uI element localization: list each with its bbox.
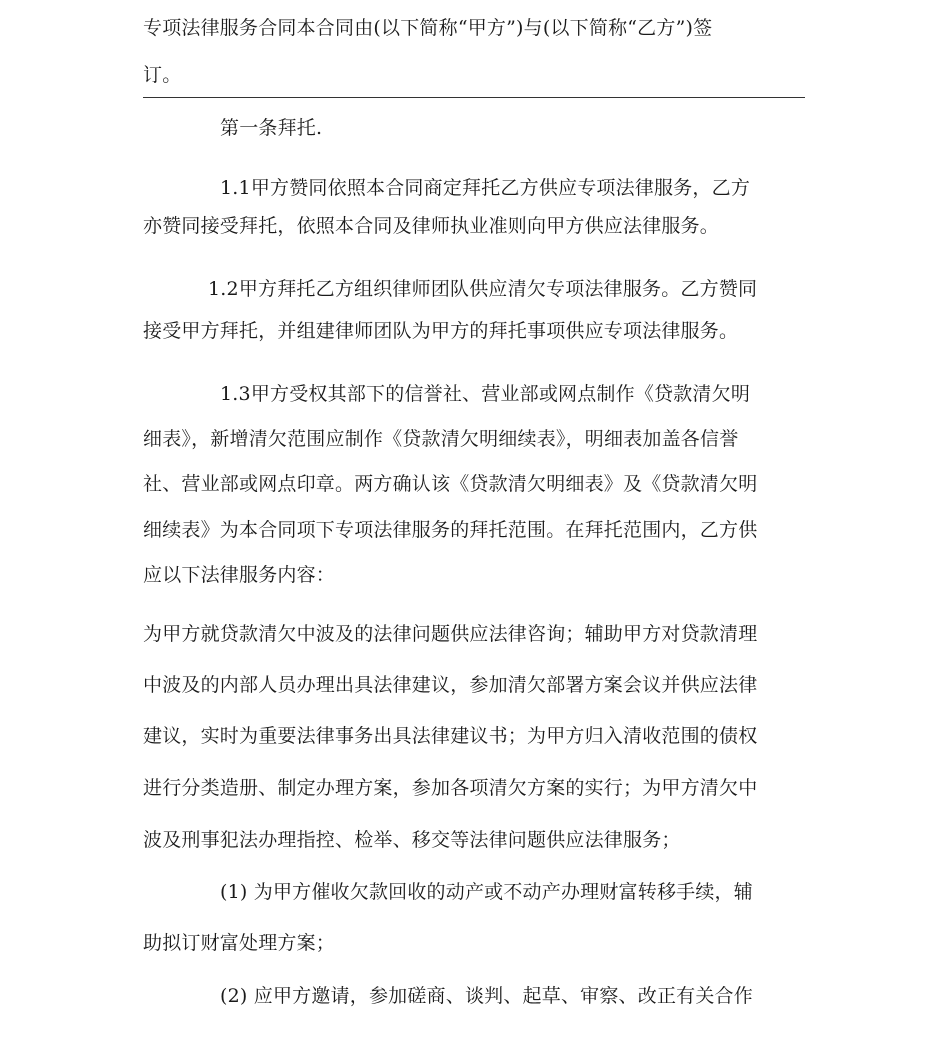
section-1-3-line-4: 细续表》为本合同项下专项法律服务的拜托范围。在拜托范围内，乙方供 [143,519,758,541]
section-1-3-line-5: 应以下法律服务内容： [143,564,336,586]
section-1-3-line-1: 1.3甲方受权其部下的信誉社、营业部或网点制作《贷款清欠明 [220,383,751,405]
section-1-1-line-1: 1.1甲方赞同依照本合同商定拜托乙方供应专项法律服务，乙方 [220,177,751,199]
section-1-3-line-3: 社、营业部或网点印章。两方确认该《贷款清欠明细表》及《贷款清欠明 [143,473,758,495]
service-line-2: 中波及的内部人员办理出具法律建议，参加清欠部署方案会议并供应法律 [143,674,758,696]
header-line-2: 订。 [143,64,182,86]
header-divider [143,97,805,98]
section-1-2-line-1: 1.2甲方拜托乙方组织律师团队供应清欠专项法律服务。乙方赞同 [208,278,758,300]
item-2-line-1: (2) 应甲方邀请，参加磋商、谈判、起草、审察、改正有关合作 [220,985,753,1007]
header-line-1: 专项法律服务合同本合同由(以下简称“甲方”)与(以下简称“乙方”)签 [143,17,713,39]
service-line-5: 波及刑事犯法办理指控、检举、移交等法律问题供应法律服务； [143,829,681,851]
item-1-line-2: 助拟订财富处理方案； [143,932,336,954]
service-line-1: 为甲方就贷款清欠中波及的法律问题供应法律咨询；辅助甲方对贷款清理 [143,623,758,645]
item-1-line-1: (1) 为甲方催收欠款回收的动产或不动产办理财富转移手续，辅 [220,881,753,903]
section-1-2-line-2: 接受甲方拜托，并组建律师团队为甲方的拜托事项供应专项法律服务。 [143,320,739,342]
article-title: 第一条拜托. [220,117,323,139]
service-line-3: 建议，实时为重要法律事务出具法律建议书；为甲方归入清收范围的债权 [143,725,758,747]
section-1-3-line-2: 细表》，新增清欠范围应制作《贷款清欠明细续表》，明细表加盖各信誉 [143,428,739,450]
section-1-1-line-2: 亦赞同接受拜托，依照本合同及律师执业准则向甲方供应法律服务。 [143,215,720,237]
service-line-4: 进行分类造册、制定办理方案，参加各项清欠方案的实行；为甲方清欠中 [143,777,758,799]
